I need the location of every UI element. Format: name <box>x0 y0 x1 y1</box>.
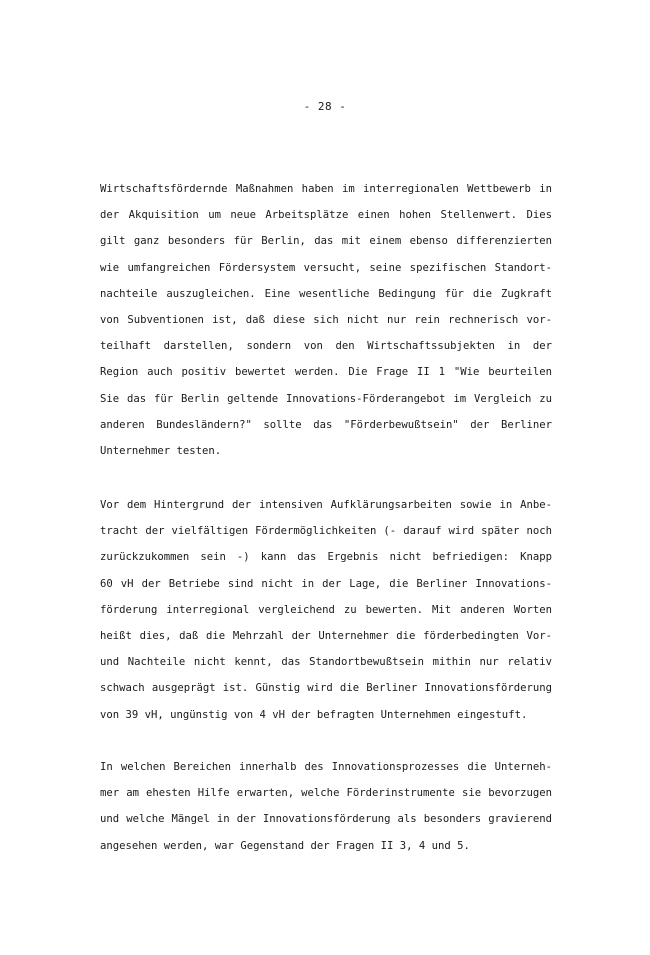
text-line: zurückzukommen sein -) kann das Ergebnis nicht befriedigen: Knapp <box>100 551 552 564</box>
text-line: nachteile auszugleichen. Eine wesentliche Bedingung für die Zugkraft <box>100 287 552 300</box>
text-line: der Akquisition um neue Arbeitsplätze einen hohen Stellenwert. Dies <box>100 209 552 222</box>
text-line: förderung interregional vergleichend zu bewerten. Mit anderen Worten <box>100 603 552 616</box>
text-line: gilt ganz besonders für Berlin, das mit einem ebenso differenzierten <box>100 235 552 248</box>
text-line: angesehen werden, war Gegenstand der Fragen II 3, 4 und 5. <box>100 839 470 852</box>
text-line: wie umfangreichen Fördersystem versucht, seine spezifischen Standort- <box>100 261 552 274</box>
page-number: - 28 - <box>303 100 347 113</box>
paragraph-2 <box>100 492 552 728</box>
text-line: Region auch positiv bewertet werden. Die Frage II 1 "Wie beurteilen <box>100 366 552 379</box>
text-line: tracht der vielfältigen Fördermöglichkeiten (- darauf wird später noch <box>100 525 552 538</box>
text-line: schwach ausgeprägt ist. Günstig wird die Berliner Innovationsförderung <box>100 682 552 695</box>
text-line: mer am ehesten Hilfe erwarten, welche Förderinstrumente sie bevorzugen <box>100 787 552 800</box>
text-line: von Subventionen ist, daß diese sich nicht nur rein rechnerisch vor- <box>100 313 552 326</box>
text-line: Wirtschaftsfördernde Maßnahmen haben im interregionalen Wettbewerb in <box>100 183 552 195</box>
text-line: Vor dem Hintergrund der intensiven Aufklärungsarbeiten sowie in Anbe- <box>100 499 552 511</box>
paragraph-1 <box>100 176 552 464</box>
text-line: anderen Bundesländern?" sollte das "Förderbewußtsein" der Berliner <box>100 418 552 431</box>
text-line: Sie das für Berlin geltende Innovations-Förderangebot im Vergleich zu <box>100 392 552 405</box>
text-line: von 39 vH, ungünstig von 4 vH der befragten Unternehmen eingestuft. <box>100 708 528 721</box>
text-line: und Nachteile nicht kennt, das Standortbewußtsein mithin nur relativ <box>100 656 552 669</box>
paragraph-3 <box>100 754 552 859</box>
text-line: heißt dies, daß die Mehrzahl der Unternehmer die förderbedingten Vor- <box>100 629 552 642</box>
text-line: In welchen Bereichen innerhalb des Innovationsprozesses die Unterneh- <box>100 761 552 773</box>
text-line: teilhaft darstellen, sondern von den Wirtschaftssubjekten in der <box>100 340 552 353</box>
text-line: 60 vH der Betriebe sind nicht in der Lage, die Berliner Innovations- <box>100 577 552 590</box>
text-line: und welche Mängel in der Innovationsförderung als besonders gravierend <box>100 813 552 826</box>
text-line: Unternehmer testen. <box>100 444 222 457</box>
